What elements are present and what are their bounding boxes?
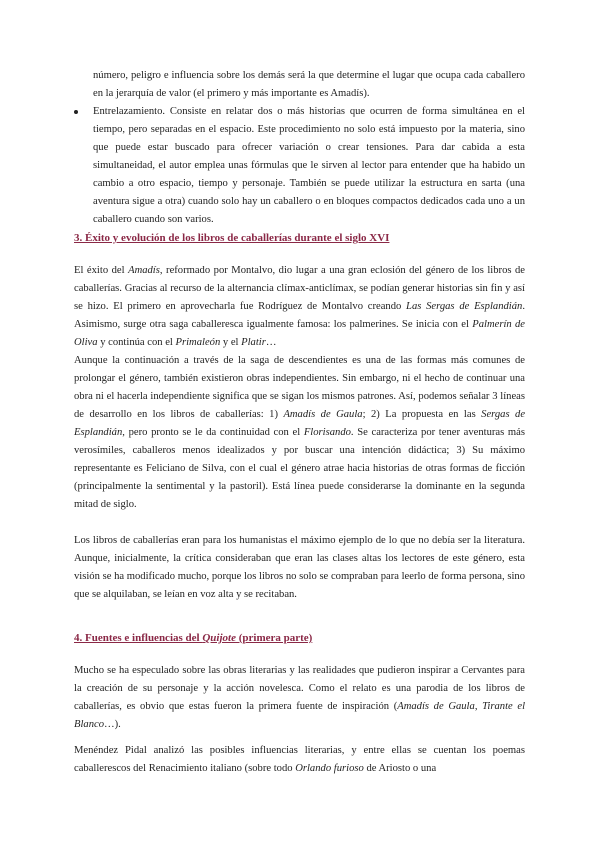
- section-3-paragraph-3: Los libros de caballerías eran para los humanistas el máximo ejemplo de lo que no debía ser la literatura. Aunque, inicialmente, la crítica consideraban que eran las clases altas los lectores de este género, esta visión se ha modificado mucho, porque los libros no solo se compraban para leerlo de forma persona, sino que se alquilaban, se leían en voz alta y se recitaban.: [74, 535, 525, 600]
- section-3-paragraph-1: El éxito del Amadís, reformado por Montalvo, dio lugar a una gran eclosión del género de los libros de caballerías. Gracias al recurso de la alternancia clímax-anticlímax, se podían generar historias sin fin y así se hizo. El primero en aprovecharla fue Rodríguez de Montalvo creando Las Sergas de Esplandián. Asimismo, surge otra saga caballeresca igualmente famosa: los palmerines. Se inicia con el Palmerín de Oliva y continúa con el Primaleón y el Platir…: [74, 265, 526, 348]
- bullet-title: Entrelazamiento: [93, 106, 163, 117]
- section-4-paragraph-2: Menéndez Pidal analizó las posibles influencias literarias, y entre ellas se cuentan los poemas caballerescos del Renacimiento italiano (sobre todo Orlando furioso de Ariosto o una: [74, 745, 525, 774]
- section-3-heading: 3. Éxito y evolución de los libros de caballerías durante el siglo XVI: [74, 232, 390, 244]
- continuation-paragraph: número, peligro e influencia sobre los demás será la que determine el lugar que ocupa cada caballero en la jerarquía de valor (el primero y más importante es Amadís).: [93, 70, 525, 99]
- bullet-body: . Consiste en relatar dos o más historias que ocurren de forma simultánea en el tiempo, pero separadas en el espacio. Este procedimiento no solo está impuesto por la materia, sino que puede estar buscado para ofrecer variación o crear tensiones. Para dar cabida a esta simultaneidad, el autor emplea unas fórmulas que le sirven al lector para entender que ha habido un cambio a otro espacio, tiempo y personaje. También se puede utilizar la estructura en sarta (una aventura sigue a otra) cuando solo hay un caballero o en bloques compactos dedicados cada uno a un caballero cuando son varios.: [93, 106, 525, 225]
- quijote-link[interactable]: Quijote: [202, 632, 236, 644]
- section-4-heading: 4. Fuentes e influencias del Quijote (primera parte): [74, 632, 313, 644]
- bullet-paragraph: [93, 103, 525, 229]
- bullet-icon: [74, 110, 78, 114]
- section-4-paragraph-1: Mucho se ha especulado sobre las obras literarias y las realidades que pudieron inspirar a Cervantes para la creación de su personaje y la acción novelesca. Como el relato es una parodia de los libros de caballerías, es obvio que estas fueron la primera fuente de inspiración (Amadís de Gaula, Tirante el Blanco…).: [74, 665, 526, 730]
- section-3-paragraph-2: Aunque la continuación a través de la saga de descendientes es una de las formas más comunes de prolongar el género, también existieron obras independientes. Sin embargo, ni el hecho de continuar una obra ni el hacerla independiente significa que se sigan los mismos patrones. Así, podemos señalar 3 líneas de desarrollo en los libros de caballerías: 1) Amadís de Gaula; 2) La propuesta en las Sergas de Esplandián, pero pronto se le da continuidad con el Florisando. Se caracteriza por tener aventuras más verosímiles, caballeros menos idealizados y por buscar una intención didáctica; 3) Su máximo representante es Feliciano de Silva, con el cual el género atrae hacia historias de otras formas de ficción (principalmente la sentimental y la pastoril). Está línea puede considerarse la dominante en la segunda mitad de siglo.: [74, 355, 526, 510]
